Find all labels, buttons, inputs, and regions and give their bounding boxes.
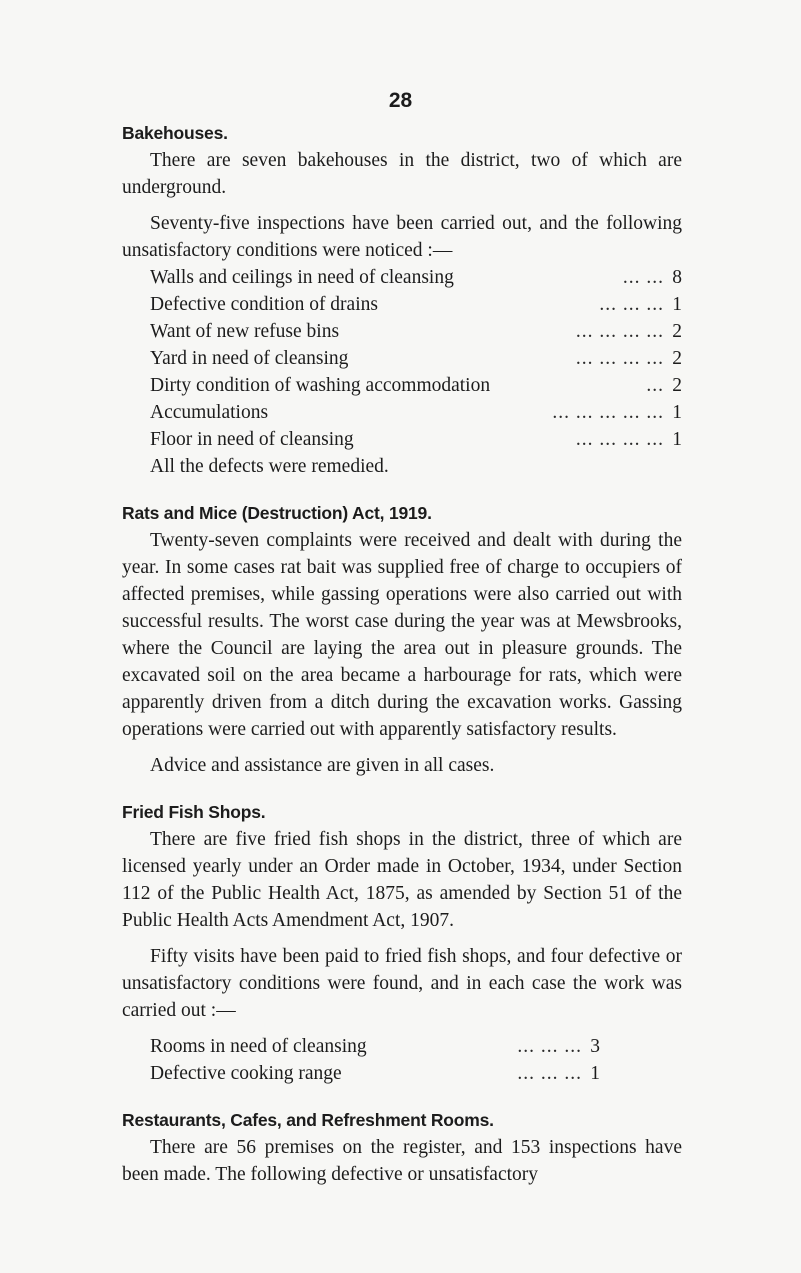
- item-count: 1: [672, 294, 682, 315]
- item-label: Floor in need of cleansing: [150, 429, 354, 450]
- list-item: [150, 1060, 600, 1087]
- leader-dots: ... ... ...: [517, 1036, 582, 1057]
- item-count: 1: [590, 1063, 600, 1084]
- list-item: [150, 291, 682, 318]
- item-label: Defective condition of drains: [150, 294, 378, 315]
- item-label: Want of new refuse bins: [150, 321, 340, 342]
- leader-dots: ... ... ... ... ...: [552, 402, 664, 423]
- leader-dots: ... ... ... ...: [575, 429, 664, 450]
- list-item: [150, 345, 682, 372]
- list-item: [150, 1033, 600, 1060]
- restaurants-paragraph-1: There are 56 premises on the register, and 153 inspections have been made. The following defective or unsatisfactory: [122, 1137, 682, 1185]
- fried-fish-paragraph-1: There are five fried fish shops in the district, three of which are licensed yearly under an Order made in October, 1934, under Section 112 of the Public Health Act, 1875, as amended by Section 51 of the Public Health Acts Amendment Act, 1907.: [122, 829, 682, 931]
- leader-dots: ... ... ... ...: [575, 348, 664, 369]
- bakehouses-heading: Bakehouses.: [122, 123, 228, 143]
- item-label: Accumulations: [150, 402, 269, 423]
- item-label: Defective cooking range: [150, 1063, 342, 1084]
- rats-mice-section: [122, 500, 682, 779]
- fried-fish-heading: Fried Fish Shops.: [122, 802, 266, 822]
- rats-mice-heading: Rats and Mice (Destruction) Act, 1919.: [122, 503, 432, 523]
- fried-fish-section: [122, 799, 682, 1087]
- bakehouses-paragraph-1: There are seven bakehouses in the district, two of which are underground.: [122, 150, 682, 198]
- leader-dots: ... ... ...: [517, 1063, 582, 1084]
- rats-mice-paragraph-2: Advice and assistance are given in all cases.: [150, 755, 495, 776]
- list-item: [150, 426, 682, 453]
- item-count: 2: [672, 321, 682, 342]
- leader-dots: ... ...: [622, 267, 664, 288]
- page-body: [122, 120, 682, 1188]
- restaurants-section: [122, 1107, 682, 1188]
- page-number: 28: [388, 89, 413, 112]
- item-count: 2: [672, 348, 682, 369]
- restaurants-heading: Restaurants, Cafes, and Refreshment Rooms.: [122, 1110, 494, 1130]
- item-count: 1: [672, 402, 682, 423]
- fish-shop-defects-list: [150, 1033, 600, 1087]
- list-item: [150, 264, 682, 291]
- item-label: Yard in need of cleansing: [150, 348, 349, 369]
- bakehouses-closing: All the defects were remedied.: [150, 456, 389, 477]
- leader-dots: ...: [646, 375, 664, 396]
- item-count: 2: [672, 375, 682, 396]
- item-count: 1: [672, 429, 682, 450]
- list-item: [150, 372, 682, 399]
- item-count: 3: [590, 1036, 600, 1057]
- bakehouse-defects-list: [150, 264, 682, 453]
- list-item: [150, 318, 682, 345]
- leader-dots: ... ... ... ...: [575, 321, 664, 342]
- item-count: 8: [672, 267, 682, 288]
- list-item: [150, 399, 682, 426]
- item-label: Rooms in need of cleansing: [150, 1036, 367, 1057]
- rats-mice-paragraph-1: Twenty-seven complaints were received and dealt with during the year. In some cases rat bait was supplied free of charge to occupiers of affected premises, while gassing operations were also carried out with successful results. The worst case during the year was at Mewsbrooks, where the Council are laying the area out in pleasure grounds. The excavated soil on the area became a harbourage for rats, which were apparently driven from a ditch during the excavation works. Gassing operations were carried out with apparently satisfactory results.: [122, 530, 682, 740]
- item-label: Walls and ceilings in need of cleansing: [150, 267, 454, 288]
- leader-dots: ... ... ...: [599, 294, 664, 315]
- bakehouses-paragraph-2: Seventy-five inspections have been carried out, and the following unsatisfactory conditions were noticed :—: [122, 213, 682, 261]
- bakehouses-section: [122, 120, 682, 480]
- fried-fish-paragraph-2: Fifty visits have been paid to fried fish shops, and four defective or unsatisfactory conditions were found, and in each case the work was carried out :—: [122, 946, 682, 1021]
- item-label: Dirty condition of washing accommodation: [150, 375, 491, 396]
